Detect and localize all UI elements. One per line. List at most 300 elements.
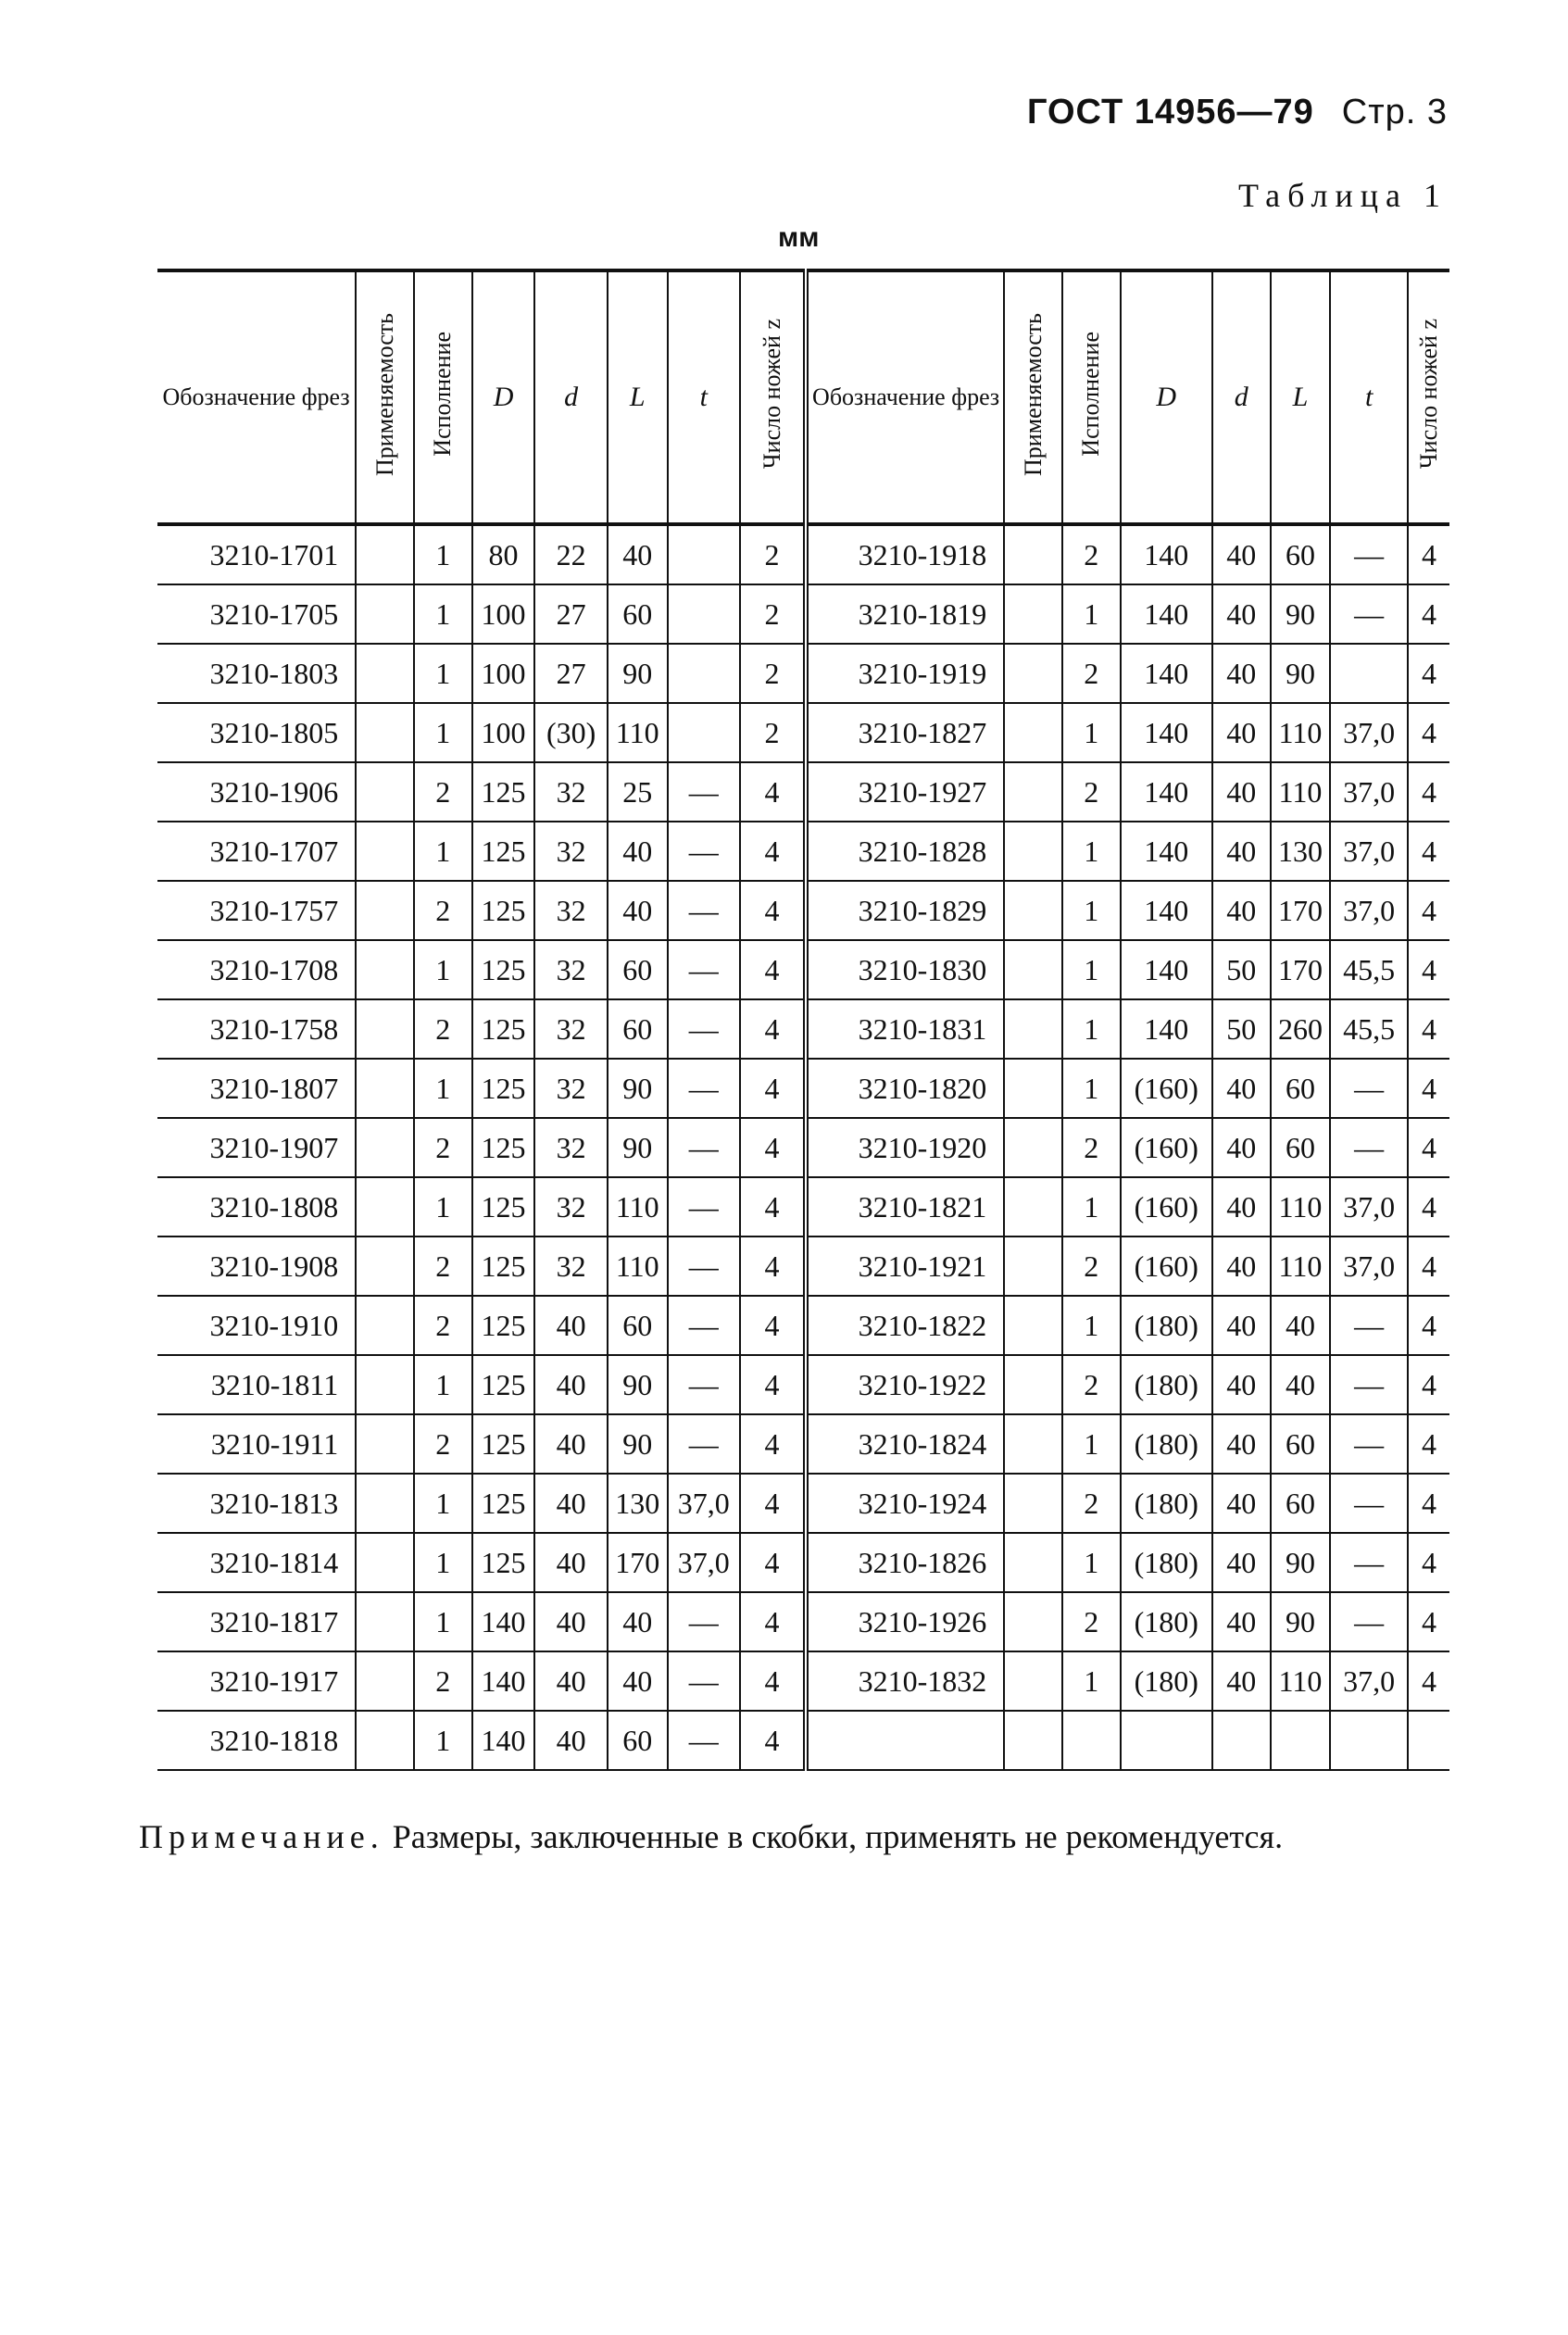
cell-ver: 2 <box>414 762 472 822</box>
cell-L: 60 <box>1271 524 1331 584</box>
cell-code: 3210-1807 <box>157 1059 356 1118</box>
cell-z: 4 <box>1408 1177 1449 1237</box>
table-header-row <box>157 270 1449 524</box>
cell-d: 40 <box>534 1711 607 1770</box>
cell-ver: 2 <box>1062 1237 1121 1296</box>
cell-d: 32 <box>534 940 607 999</box>
cell-ver: 2 <box>414 1237 472 1296</box>
cell-z: 4 <box>1408 881 1449 940</box>
cell-L: 60 <box>1271 1118 1331 1177</box>
cell-L: 90 <box>1271 1533 1331 1592</box>
cell-ver: 1 <box>414 644 472 703</box>
cell-d: 27 <box>534 584 607 644</box>
cell-code: 3210-1910 <box>157 1296 356 1355</box>
cell-app <box>356 1296 414 1355</box>
cell-code: 3210-1906 <box>157 762 356 822</box>
cell-t <box>668 703 740 762</box>
cell-D: 125 <box>472 1118 535 1177</box>
cell-app <box>356 1118 414 1177</box>
cell-D: 140 <box>472 1592 535 1651</box>
cell-z: 2 <box>740 644 806 703</box>
cell-L: 90 <box>608 1059 668 1118</box>
cell-app <box>356 1355 414 1414</box>
cell-code: 3210-1808 <box>157 1177 356 1237</box>
cell-ver: 1 <box>414 1177 472 1237</box>
cell-app <box>1004 822 1062 881</box>
cell-code: 3210-1758 <box>157 999 356 1059</box>
cell-ver: 1 <box>1062 1651 1121 1711</box>
cell-D: (180) <box>1121 1355 1212 1414</box>
cell-code: 3210-1824 <box>806 1414 1004 1474</box>
cell-z: 4 <box>1408 1237 1449 1296</box>
cell-d: 40 <box>534 1414 607 1474</box>
cell-D: (160) <box>1121 1059 1212 1118</box>
cell-L: 40 <box>608 881 668 940</box>
cell-L: 40 <box>1271 1355 1331 1414</box>
cell-L: 130 <box>1271 822 1331 881</box>
cell-d: 40 <box>534 1533 607 1592</box>
cell-t <box>1330 644 1408 703</box>
cell-d: 40 <box>1212 881 1271 940</box>
cell-D: (160) <box>1121 1177 1212 1237</box>
cell-d: 40 <box>1212 822 1271 881</box>
cell-d: 40 <box>1212 1177 1271 1237</box>
cell-app <box>1004 940 1062 999</box>
cell-app <box>1004 644 1062 703</box>
cell-code: 3210-1701 <box>157 524 356 584</box>
table-row <box>157 644 1449 703</box>
cell-t: — <box>668 1177 740 1237</box>
cell-d <box>1212 1711 1271 1770</box>
cell-ver: 1 <box>1062 822 1121 881</box>
cell-d: 32 <box>534 1177 607 1237</box>
cell-t: 37,0 <box>1330 1651 1408 1711</box>
cell-d: 40 <box>1212 524 1271 584</box>
col-knives: Число ножей z <box>740 270 806 524</box>
cell-t: 45,5 <box>1330 999 1408 1059</box>
cell-z: 4 <box>1408 1296 1449 1355</box>
cell-z: 4 <box>740 1651 806 1711</box>
cell-app <box>356 1177 414 1237</box>
cell-d: 40 <box>1212 1118 1271 1177</box>
cell-z: 4 <box>1408 940 1449 999</box>
col-t-2: t <box>1330 270 1408 524</box>
cell-d: 40 <box>1212 1533 1271 1592</box>
cell-code: 3210-1917 <box>157 1651 356 1711</box>
cell-z: 4 <box>740 1059 806 1118</box>
cell-ver: 1 <box>414 1533 472 1592</box>
cell-L: 90 <box>1271 1592 1331 1651</box>
cell-t: — <box>668 1414 740 1474</box>
cell-app <box>356 1474 414 1533</box>
table-row <box>157 1474 1449 1533</box>
cell-ver: 1 <box>1062 703 1121 762</box>
cell-L: 110 <box>1271 703 1331 762</box>
table-caption: Таблица 1 <box>1238 177 1448 214</box>
cell-D: 125 <box>472 1533 535 1592</box>
cell-t: 37,0 <box>668 1474 740 1533</box>
cell-L: 60 <box>608 1296 668 1355</box>
cell-z: 4 <box>740 1177 806 1237</box>
col-L: L <box>608 270 668 524</box>
cell-z: 2 <box>740 703 806 762</box>
cell-D: (160) <box>1121 1237 1212 1296</box>
col-D-2: D <box>1121 270 1212 524</box>
cell-d: 32 <box>534 822 607 881</box>
cell-t: — <box>668 1237 740 1296</box>
cell-t: 37,0 <box>1330 822 1408 881</box>
standard-number: ГОСТ 14956—79 <box>1026 93 1314 132</box>
cell-ver <box>1062 1711 1121 1770</box>
cell-ver: 1 <box>1062 584 1121 644</box>
cell-app <box>356 703 414 762</box>
cell-z: 4 <box>740 881 806 940</box>
cell-L: 260 <box>1271 999 1331 1059</box>
cell-z: 4 <box>1408 1592 1449 1651</box>
cell-D: (180) <box>1121 1414 1212 1474</box>
cell-code: 3210-1830 <box>806 940 1004 999</box>
cell-code: 3210-1708 <box>157 940 356 999</box>
cell-L: 60 <box>1271 1414 1331 1474</box>
cell-app <box>1004 1474 1062 1533</box>
table-row <box>157 822 1449 881</box>
cell-code: 3210-1819 <box>806 584 1004 644</box>
cell-ver: 1 <box>414 940 472 999</box>
cell-z: 4 <box>740 1296 806 1355</box>
cell-ver: 1 <box>1062 1059 1121 1118</box>
cell-ver: 1 <box>1062 1177 1121 1237</box>
cell-t: — <box>668 822 740 881</box>
cell-t: — <box>1330 1474 1408 1533</box>
cell-L <box>1271 1711 1331 1770</box>
table-row <box>157 584 1449 644</box>
table-row <box>157 940 1449 999</box>
cell-z: 4 <box>740 1355 806 1414</box>
cell-d: 40 <box>1212 1414 1271 1474</box>
cell-d: 32 <box>534 1059 607 1118</box>
cell-t: 45,5 <box>1330 940 1408 999</box>
cell-app <box>356 1651 414 1711</box>
table-row <box>157 1118 1449 1177</box>
cell-D: 125 <box>472 1414 535 1474</box>
cell-L: 110 <box>608 1237 668 1296</box>
cell-D: 125 <box>472 1296 535 1355</box>
cell-t: — <box>1330 524 1408 584</box>
cell-z: 4 <box>740 1533 806 1592</box>
cell-code: 3210-1831 <box>806 999 1004 1059</box>
cell-code <box>806 1711 1004 1770</box>
cell-L: 40 <box>608 822 668 881</box>
cell-d: 50 <box>1212 940 1271 999</box>
cell-L: 60 <box>608 999 668 1059</box>
cell-d: 40 <box>1212 1592 1271 1651</box>
table-row <box>157 703 1449 762</box>
cell-d: 32 <box>534 1118 607 1177</box>
cell-D: 125 <box>472 1474 535 1533</box>
cell-z: 4 <box>1408 1651 1449 1711</box>
cell-app <box>356 1059 414 1118</box>
cell-app <box>1004 1533 1062 1592</box>
cell-ver: 2 <box>414 1296 472 1355</box>
cell-z: 4 <box>740 1237 806 1296</box>
cell-app <box>356 1414 414 1474</box>
cell-L: 170 <box>1271 940 1331 999</box>
cell-z: 2 <box>740 584 806 644</box>
col-applicability-2: Применяемость <box>1004 270 1062 524</box>
cell-app <box>1004 1059 1062 1118</box>
table-row <box>157 1711 1449 1770</box>
cell-app <box>1004 1296 1062 1355</box>
cell-L: 110 <box>608 703 668 762</box>
cell-code: 3210-1832 <box>806 1651 1004 1711</box>
col-d: d <box>534 270 607 524</box>
cell-L: 110 <box>1271 1651 1331 1711</box>
cell-app <box>1004 1711 1062 1770</box>
cell-L: 110 <box>608 1177 668 1237</box>
cell-app <box>356 999 414 1059</box>
cell-t: — <box>668 940 740 999</box>
cell-ver: 1 <box>414 1355 472 1414</box>
cell-d: 40 <box>1212 703 1271 762</box>
page-number: Стр. 3 <box>1341 93 1448 132</box>
cell-app <box>356 584 414 644</box>
cell-t: 37,0 <box>1330 1237 1408 1296</box>
cell-code: 3210-1924 <box>806 1474 1004 1533</box>
cell-ver: 1 <box>414 703 472 762</box>
cell-d: 40 <box>1212 1237 1271 1296</box>
cell-z <box>1408 1711 1449 1770</box>
cutters-table <box>157 269 1449 1771</box>
cell-z: 4 <box>1408 1533 1449 1592</box>
cell-ver: 1 <box>414 1711 472 1770</box>
cell-D: (180) <box>1121 1651 1212 1711</box>
cell-code: 3210-1919 <box>806 644 1004 703</box>
cell-L: 40 <box>1271 1296 1331 1355</box>
cell-z: 4 <box>1408 1474 1449 1533</box>
cell-code: 3210-1921 <box>806 1237 1004 1296</box>
cell-d: 40 <box>1212 1296 1271 1355</box>
cell-D: 140 <box>1121 940 1212 999</box>
cell-D: 140 <box>1121 703 1212 762</box>
cell-ver: 2 <box>414 1651 472 1711</box>
cell-d: 50 <box>1212 999 1271 1059</box>
cell-d: 40 <box>1212 1474 1271 1533</box>
cell-L: 60 <box>608 940 668 999</box>
table-row <box>157 1059 1449 1118</box>
cell-t: — <box>668 999 740 1059</box>
cell-D: 100 <box>472 644 535 703</box>
cell-app <box>1004 1592 1062 1651</box>
cell-D: 140 <box>1121 584 1212 644</box>
cell-t: 37,0 <box>668 1533 740 1592</box>
cell-ver: 1 <box>1062 881 1121 940</box>
cell-d: 40 <box>1212 1355 1271 1414</box>
cell-D: (160) <box>1121 1118 1212 1177</box>
note-label: Примечание. <box>139 1818 384 1855</box>
cell-z: 4 <box>740 999 806 1059</box>
cell-D: 125 <box>472 1237 535 1296</box>
cell-D: 125 <box>472 940 535 999</box>
cell-t: — <box>1330 1414 1408 1474</box>
cell-ver: 1 <box>414 1474 472 1533</box>
cell-z: 4 <box>1408 999 1449 1059</box>
cell-t <box>668 524 740 584</box>
cell-ver: 1 <box>414 524 472 584</box>
table-row <box>157 1651 1449 1711</box>
cell-D: (180) <box>1121 1533 1212 1592</box>
cell-L: 60 <box>1271 1474 1331 1533</box>
cell-d: 32 <box>534 762 607 822</box>
cell-ver: 2 <box>414 881 472 940</box>
cell-app <box>1004 1237 1062 1296</box>
cell-ver: 1 <box>1062 1296 1121 1355</box>
cell-t: — <box>668 1711 740 1770</box>
cell-L: 110 <box>1271 1177 1331 1237</box>
cell-z: 4 <box>1408 1414 1449 1474</box>
cell-code: 3210-1907 <box>157 1118 356 1177</box>
cell-ver: 2 <box>414 1118 472 1177</box>
cell-ver: 1 <box>1062 999 1121 1059</box>
cell-L: 90 <box>608 1355 668 1414</box>
cell-D: 80 <box>472 524 535 584</box>
cell-ver: 1 <box>1062 1533 1121 1592</box>
cell-z: 4 <box>1408 703 1449 762</box>
cell-code: 3210-1822 <box>806 1296 1004 1355</box>
cell-z: 4 <box>740 1592 806 1651</box>
cell-d: 40 <box>534 1296 607 1355</box>
table-row <box>157 999 1449 1059</box>
cell-L: 60 <box>608 584 668 644</box>
cell-code: 3210-1821 <box>806 1177 1004 1237</box>
cell-t: — <box>1330 1118 1408 1177</box>
cell-code: 3210-1918 <box>806 524 1004 584</box>
table-row <box>157 881 1449 940</box>
cell-ver: 2 <box>1062 1355 1121 1414</box>
cell-app <box>1004 1414 1062 1474</box>
cell-t: 37,0 <box>1330 762 1408 822</box>
cell-d: 32 <box>534 881 607 940</box>
cell-ver: 1 <box>414 1059 472 1118</box>
cell-app <box>1004 703 1062 762</box>
page-header <box>1027 93 1448 132</box>
cell-app <box>1004 881 1062 940</box>
table-body <box>157 524 1449 1770</box>
cell-d: 40 <box>534 1651 607 1711</box>
cell-t: — <box>668 881 740 940</box>
cell-z: 4 <box>740 1414 806 1474</box>
cell-app <box>1004 1355 1062 1414</box>
cell-d: 40 <box>1212 644 1271 703</box>
cell-t: — <box>668 762 740 822</box>
cell-app <box>1004 1118 1062 1177</box>
units-label: мм <box>778 222 820 253</box>
cell-L: 40 <box>608 1651 668 1711</box>
cell-D: 125 <box>472 1355 535 1414</box>
cell-code: 3210-1757 <box>157 881 356 940</box>
cell-t: — <box>1330 1296 1408 1355</box>
col-knives-2: Число ножей z <box>1408 270 1449 524</box>
cell-z: 4 <box>1408 1059 1449 1118</box>
col-d-2: d <box>1212 270 1271 524</box>
cell-D: 125 <box>472 1177 535 1237</box>
cell-z: 4 <box>1408 1118 1449 1177</box>
table-row <box>157 1414 1449 1474</box>
cell-L: 90 <box>608 1414 668 1474</box>
cell-app <box>356 1711 414 1770</box>
cell-t <box>668 584 740 644</box>
cell-t <box>668 644 740 703</box>
cell-code: 3210-1908 <box>157 1237 356 1296</box>
cell-d: 40 <box>534 1592 607 1651</box>
cell-z: 4 <box>1408 524 1449 584</box>
cell-t: — <box>1330 1533 1408 1592</box>
cell-code: 3210-1811 <box>157 1355 356 1414</box>
cell-D: 140 <box>1121 644 1212 703</box>
cell-D: (180) <box>1121 1296 1212 1355</box>
cell-d: 27 <box>534 644 607 703</box>
cell-L: 130 <box>608 1474 668 1533</box>
cell-L: 90 <box>1271 584 1331 644</box>
cell-d: 40 <box>1212 584 1271 644</box>
cell-app <box>356 940 414 999</box>
cell-d: 32 <box>534 1237 607 1296</box>
cell-t: 37,0 <box>1330 881 1408 940</box>
cell-ver: 2 <box>1062 644 1121 703</box>
cell-D: (180) <box>1121 1592 1212 1651</box>
table-row <box>157 524 1449 584</box>
cell-code: 3210-1920 <box>806 1118 1004 1177</box>
cell-code: 3210-1911 <box>157 1414 356 1474</box>
cell-ver: 2 <box>1062 1592 1121 1651</box>
col-designation-2: Обозначение фрез <box>806 270 1004 524</box>
cell-z: 2 <box>740 524 806 584</box>
col-designation: Обозначение фрез <box>157 270 356 524</box>
cell-code: 3210-1817 <box>157 1592 356 1651</box>
cell-t: — <box>668 1355 740 1414</box>
cell-d: (30) <box>534 703 607 762</box>
cell-L: 170 <box>608 1533 668 1592</box>
cell-L: 60 <box>1271 1059 1331 1118</box>
cell-app <box>1004 1651 1062 1711</box>
cell-code: 3210-1707 <box>157 822 356 881</box>
col-D: D <box>472 270 535 524</box>
cell-code: 3210-1820 <box>806 1059 1004 1118</box>
cell-app <box>356 822 414 881</box>
cell-code: 3210-1818 <box>157 1711 356 1770</box>
cell-D: 140 <box>1121 762 1212 822</box>
cell-ver: 2 <box>1062 524 1121 584</box>
cell-ver: 1 <box>414 1592 472 1651</box>
cell-z: 4 <box>1408 1355 1449 1414</box>
cell-L: 170 <box>1271 881 1331 940</box>
cell-D <box>1121 1711 1212 1770</box>
cell-code: 3210-1926 <box>806 1592 1004 1651</box>
cell-code: 3210-1803 <box>157 644 356 703</box>
cell-ver: 2 <box>1062 762 1121 822</box>
cell-app <box>356 762 414 822</box>
cell-z: 4 <box>740 822 806 881</box>
cell-code: 3210-1814 <box>157 1533 356 1592</box>
cell-z: 4 <box>740 1118 806 1177</box>
cell-ver: 2 <box>1062 1474 1121 1533</box>
cell-code: 3210-1813 <box>157 1474 356 1533</box>
cell-D: 100 <box>472 584 535 644</box>
cell-d: 32 <box>534 999 607 1059</box>
cell-d: 40 <box>534 1474 607 1533</box>
cell-app <box>1004 999 1062 1059</box>
cell-code: 3210-1927 <box>806 762 1004 822</box>
table-row <box>157 1592 1449 1651</box>
